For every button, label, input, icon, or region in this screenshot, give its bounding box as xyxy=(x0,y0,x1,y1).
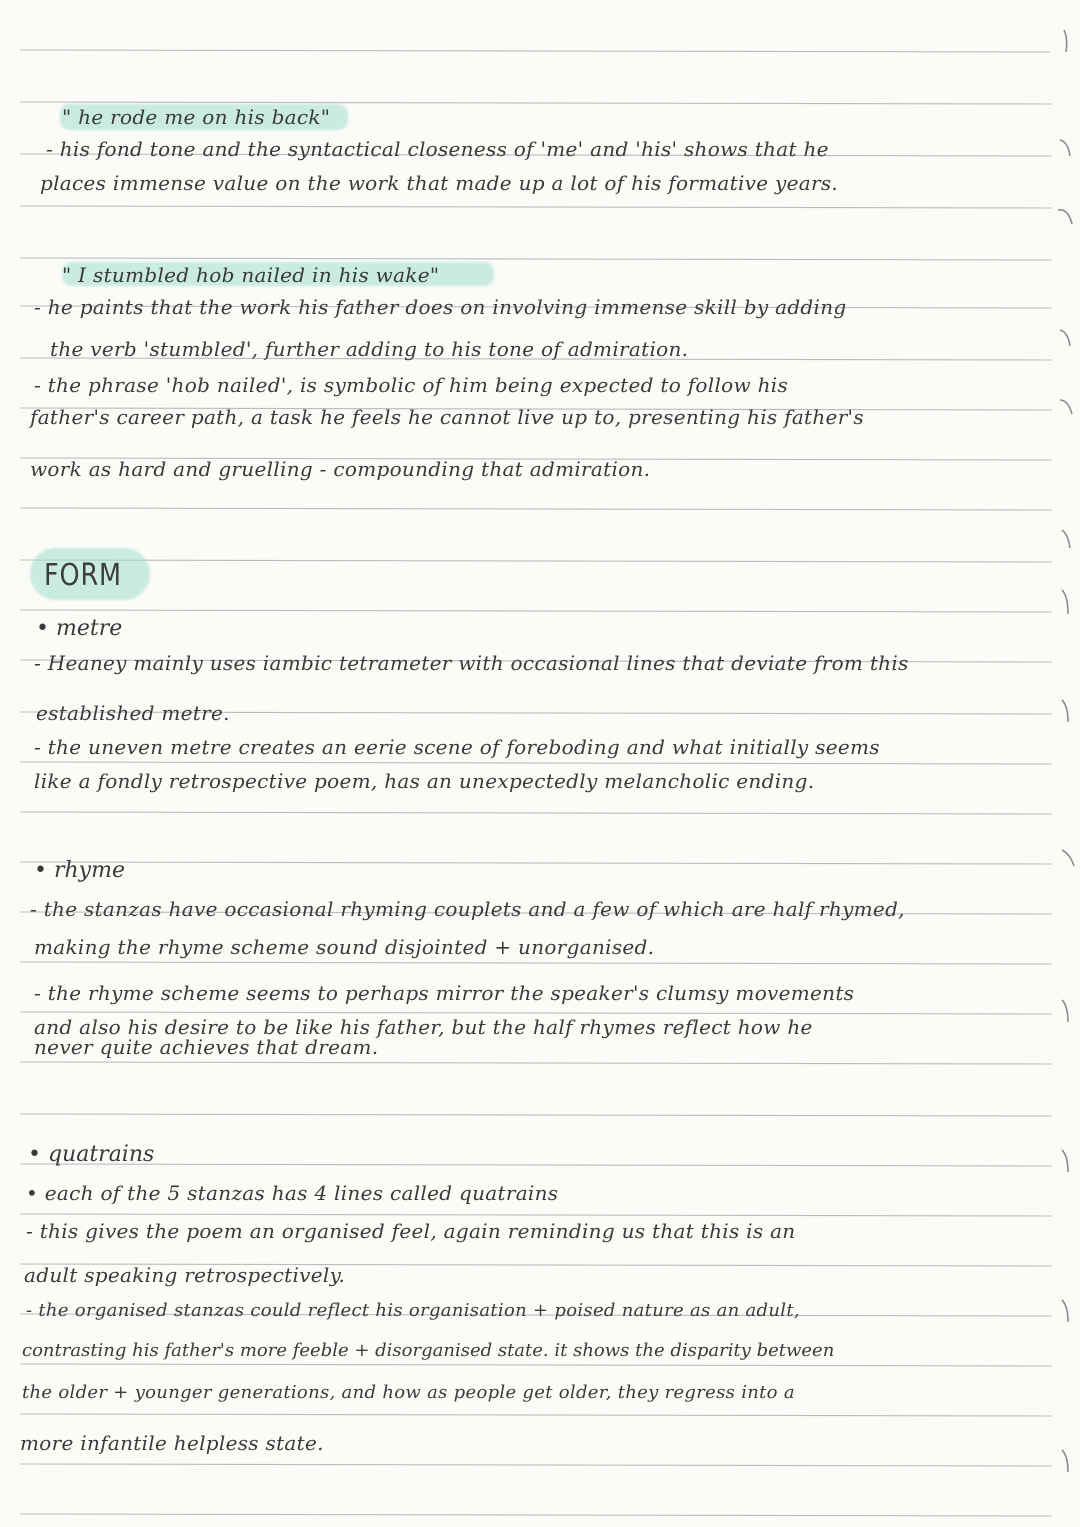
metre-title: • metre xyxy=(36,616,123,641)
quatrains-line-1: • each of the 5 stanzas has 4 lines called quatrains xyxy=(26,1181,559,1205)
quote2-analysis-line-3: - the phrase 'hob nailed', is symbolic of him being expected to follow his xyxy=(34,373,789,397)
quatrains-line-4: - the organised stanzas could reflect his organisation + poised nature as an adult, xyxy=(26,1300,800,1321)
form-heading: FORM xyxy=(44,558,122,593)
quote1-analysis-line-1: - his fond tone and the syntactical closeness of 'me' and 'his' shows that he xyxy=(46,137,829,161)
rhyme-title: • rhyme xyxy=(34,858,125,883)
binding-marks xyxy=(1050,0,1080,1527)
quote2-analysis-line-5: work as hard and gruelling - compounding that admiration. xyxy=(30,457,651,481)
quatrains-line-6: the older + younger generations, and how as people get older, they regress into a xyxy=(22,1382,795,1403)
rhyme-line-3: - the rhyme scheme seems to perhaps mirror the speaker's clumsy movements xyxy=(34,981,855,1005)
quatrains-title: • quatrains xyxy=(28,1142,155,1167)
quatrains-line-5: contrasting his father's more feeble + disorganised state. it shows the disparity between xyxy=(22,1340,835,1361)
quote2-analysis-line-1: - he paints that the work his father does on involving immense skill by adding xyxy=(34,295,847,319)
quatrains-line-2: - this gives the poem an organised feel, again reminding us that this is an xyxy=(26,1219,796,1243)
rhyme-line-5: never quite achieves that dream. xyxy=(34,1035,379,1059)
quote2-analysis-line-4: father's career path, a task he feels he cannot live up to, presenting his father's xyxy=(30,405,864,429)
metre-line-2: established metre. xyxy=(36,701,230,725)
quote-i-stumbled: " I stumbled hob nailed in his wake" xyxy=(62,263,440,287)
rhyme-line-1: - the stanzas have occasional rhyming couplets and a few of which are half rhymed, xyxy=(30,897,905,921)
quote-he-rode-me: " he rode me on his back" xyxy=(62,105,331,129)
metre-line-4: like a fondly retrospective poem, has an unexpectedly melancholic ending. xyxy=(34,769,815,793)
metre-line-1: - Heaney mainly uses iambic tetrameter with occasional lines that deviate from this xyxy=(34,651,909,675)
quote2-analysis-line-2: the verb 'stumbled', further adding to his tone of admiration. xyxy=(50,337,689,361)
rhyme-line-4: and also his desire to be like his father, but the half rhymes reflect how he xyxy=(34,1015,813,1039)
quatrains-line-3: adult speaking retrospectively. xyxy=(24,1263,346,1287)
quatrains-line-7: more infantile helpless state. xyxy=(20,1431,324,1455)
quote1-analysis-line-2: places immense value on the work that made up a lot of his formative years. xyxy=(40,171,839,195)
rhyme-line-2: making the rhyme scheme sound disjointed + unorganised. xyxy=(34,935,655,959)
metre-line-3: - the uneven metre creates an eerie scene of foreboding and what initially seems xyxy=(34,735,880,759)
